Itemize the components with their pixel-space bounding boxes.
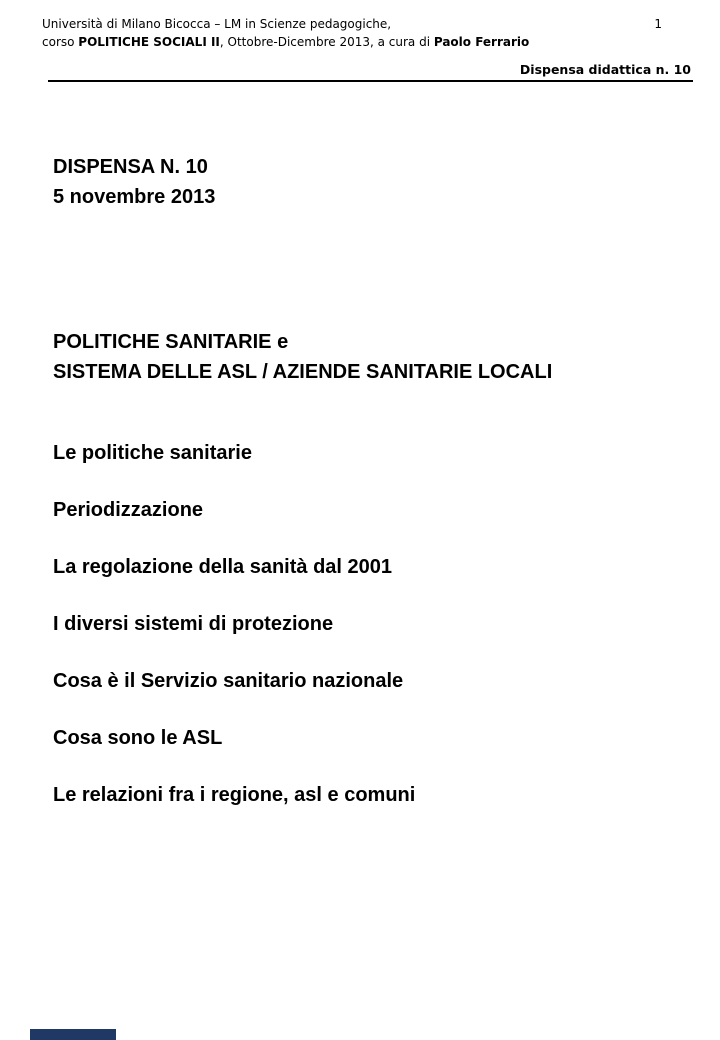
header-course-name: POLITICHE SOCIALI II [78, 35, 220, 49]
header-row-2 [42, 33, 693, 51]
document-title: DISPENSA N. 10 [53, 156, 208, 178]
header-divider-line [48, 80, 693, 82]
topic-item: Cosa è il Servizio sanitario nazionale [53, 670, 404, 692]
header-course-prefix: corso [42, 35, 79, 49]
section-title-line-2: SISTEMA DELLE ASL / AZIENDE SANITARIE LOCALI [53, 361, 553, 383]
header-university-line: Università di Milano Bicocca – LM in Scienze pedagogiche, [42, 17, 392, 31]
topic-item: La regolazione della sanità dal 2001 [53, 556, 393, 578]
section-title-block [53, 327, 552, 387]
section-title-line-1: POLITICHE SANITARIE e [53, 331, 289, 353]
topic-item: I diversi sistemi di protezione [53, 613, 334, 635]
topic-item: Le politiche sanitarie [53, 442, 252, 464]
header-author-name: Paolo Ferrario [433, 35, 530, 49]
topics-list [53, 443, 415, 806]
footer-decorative-bar [30, 1029, 116, 1040]
dispensa-number-label: Dispensa didattica n. 10 [519, 62, 691, 77]
page-header [42, 15, 693, 79]
header-row-1 [42, 15, 693, 33]
topic-item: Le relazioni fra i regione, asl e comuni [53, 784, 416, 806]
topic-item: Cosa sono le ASL [53, 727, 223, 749]
page-number: 1 [654, 17, 662, 31]
topic-item: Periodizzazione [53, 499, 204, 521]
document-title-block [53, 152, 215, 212]
header-course-middle: , Ottobre-Dicembre 2013, a cura di [219, 35, 434, 49]
document-date: 5 novembre 2013 [53, 186, 216, 208]
